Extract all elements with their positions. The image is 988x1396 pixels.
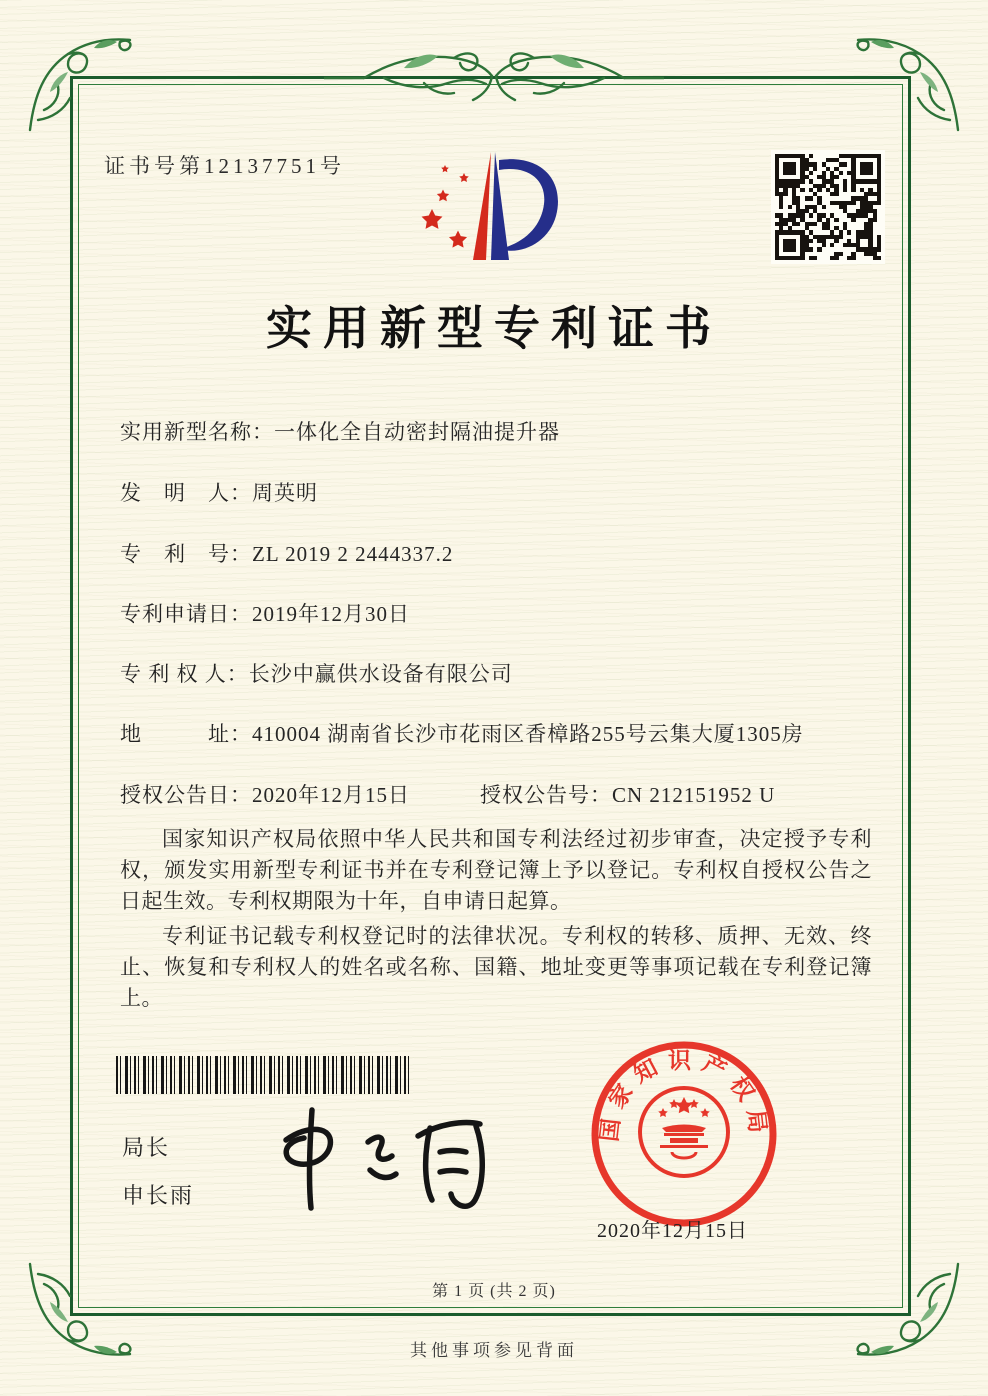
field-value: 410004 湖南省长沙市花雨区香樟路255号云集大厦1305房 <box>252 722 804 746</box>
qr-code <box>771 150 885 264</box>
field-label: 专利申请日： <box>120 602 252 626</box>
field-value: 长沙中赢供水设备有限公司 <box>248 662 513 686</box>
seal-date: 2020年12月15日 <box>597 1220 748 1242</box>
field-patent-no-row <box>120 538 880 568</box>
field-value: 2020年12月15日 <box>252 783 410 807</box>
field-label: 专 利 号： <box>120 542 252 566</box>
commissioner-name: 申长雨 <box>122 1183 195 1208</box>
field-label: 授权公告号： <box>480 783 612 807</box>
field-value: 周英明 <box>252 481 318 505</box>
seal-org-text: 国家知识产权局 <box>596 1048 772 1143</box>
field-label: 专 利 权 人： <box>120 662 249 686</box>
field-name-row <box>120 416 880 446</box>
footer-note: 其他事项参见背面 <box>410 1341 578 1360</box>
cnipa-logo-icon <box>403 134 588 279</box>
commissioner-role: 局长 <box>122 1135 171 1160</box>
handwritten-signature <box>248 1100 523 1225</box>
field-label: 地 址： <box>120 722 252 746</box>
field-filing-date-row <box>120 598 880 628</box>
qr-code-pattern <box>775 154 881 260</box>
field-value: 2019年12月30日 <box>252 602 410 626</box>
field-value: 一体化全自动密封隔油提升器 <box>274 420 560 444</box>
field-inventor-row <box>120 477 880 507</box>
certificate-number: 证书号第12137751号 <box>104 154 345 178</box>
barcode <box>116 1056 410 1094</box>
field-label: 发 明 人： <box>120 481 252 505</box>
field-grant-row <box>120 779 880 809</box>
field-label: 授权公告日： <box>120 783 252 807</box>
legal-paragraph-2: 专利证书记载专利权登记时的法律状况。专利权的转移、质押、无效、终止、恢复和专利权人的姓名或名称、国籍、地址变更等事项记载在专利登记簿上。 <box>120 924 872 1010</box>
field-address-row <box>120 718 880 748</box>
legal-paragraph-1: 国家知识产权局依照中华人民共和国专利法经过初步审查，决定授予专利权，颁发实用新型专利证书并在专利登记簿上予以登记。专利权自授权公告之日起生效。专利权期限为十年，自申请日起算。 <box>120 827 872 913</box>
certificate-title: 实用新型专利证书 <box>266 303 722 354</box>
field-grant-number <box>480 779 775 809</box>
legal-text <box>120 824 872 1014</box>
page-number: 第 1 页 (共 2 页) <box>432 1283 556 1300</box>
field-label: 实用新型名称： <box>120 420 274 444</box>
field-patentee-row <box>120 658 880 688</box>
field-value: CN 212151952 U <box>612 783 776 807</box>
field-value: ZL 2019 2 2444337.2 <box>252 542 454 566</box>
